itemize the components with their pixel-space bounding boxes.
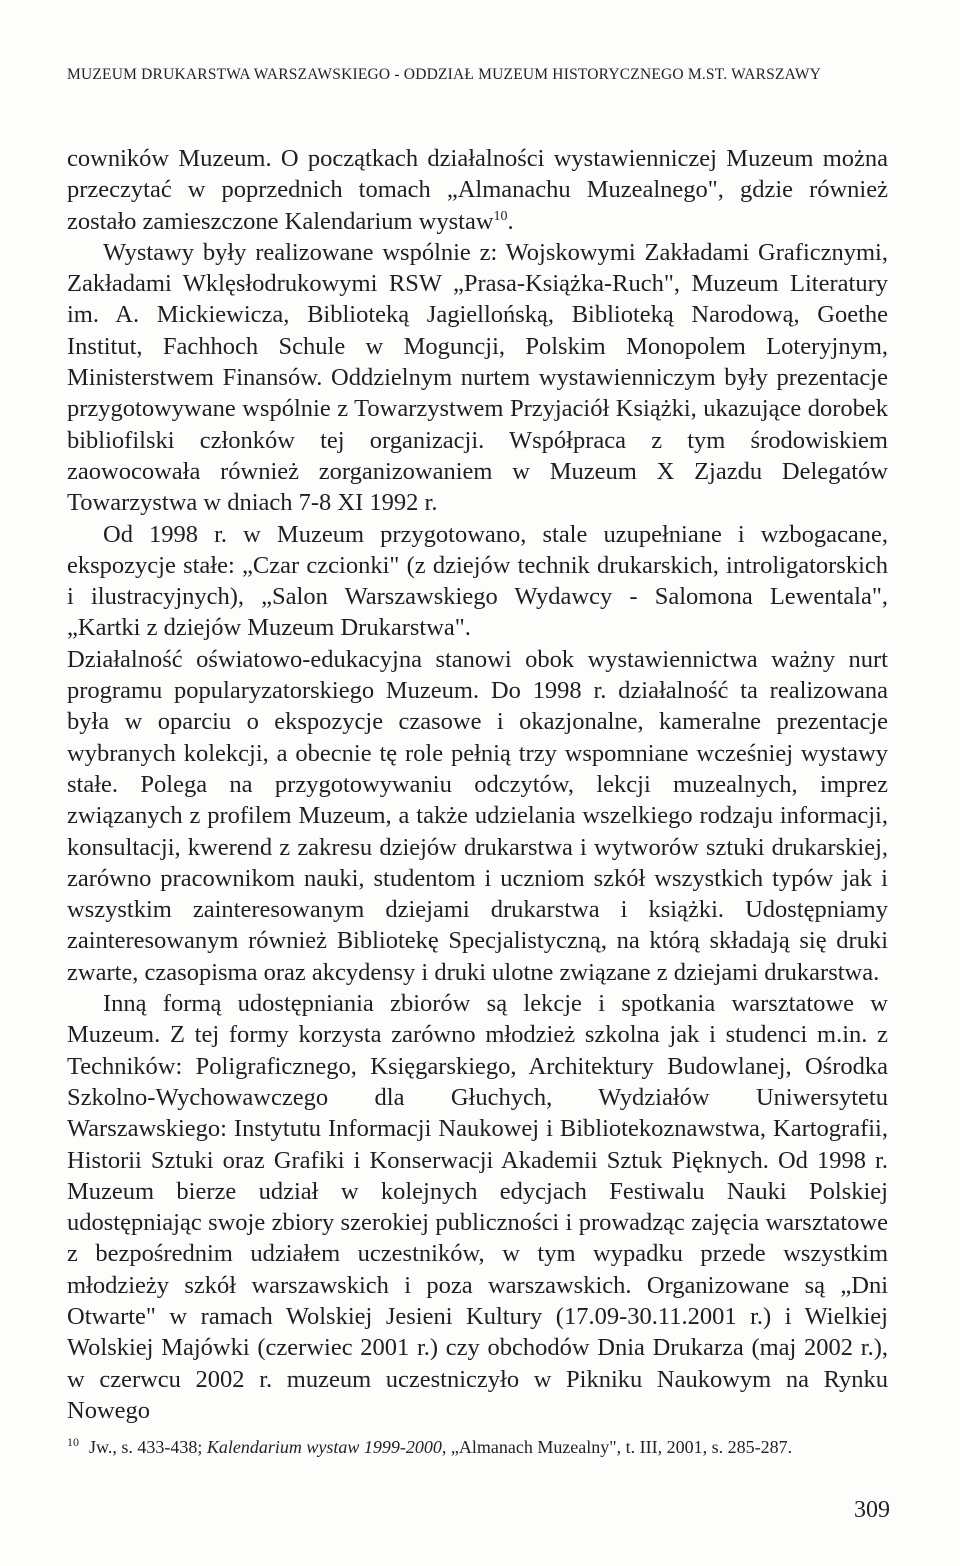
footnote-mark: 10	[67, 1435, 79, 1449]
running-head: MUZEUM DRUKARSTWA WARSZAWSKIEGO - ODDZIAŁ MUZEUM HISTORYCZNEGO M.ST. WARSZAWY	[67, 66, 822, 83]
paragraph-1	[67, 143, 888, 237]
body-text	[67, 143, 888, 1426]
paragraph-3: Od 1998 r. w Muzeum przygotowano, stale uzupełniane i wzbogacane, ekspozycje stałe: „Czar czcionki" (z dziejów technik drukarskich, introligatorskich i ilustracyjnych), „Salon Warszawskiego Wydawcy - Salomona Lewentala", „Kartki z dziejów Muzeum Drukarstwa".	[67, 520, 888, 642]
paragraph-5: Inną formą udostępniania zbiorów są lekcje i spotkania warsztatowe w Muzeum. Z tej formy korzysta zarówno młodzież szkolna jak i studenci m.in. z Techników: Poligraficznego, Księgarskiego, Architektury Budowlanej, Ośrodka Szkolno-Wychowawczego dla Głuchych, Wydziałów Uniwersytetu Warszawskiego: Instytutu Informacji Naukowej i Bibliotekoznawstwa, Kartografii, Historii Sztuki oraz Grafiki i Konserwacji Akademii Sztuk Pięknych. Od 1998 r. Muzeum bierze udział w kolejnych edycjach Festiwalu Nauki Polskiej udostępniając swoje zbiory szerokiej publiczności i prowadząc zajęcia warsztatowe z bezpośrednim udziałem uczestników, w tym wypadku przede wszystkim młodzieży szkół warszawskich i poza warszawskich. Organizowane są „Dni Otwarte" w ramach Wolskiej Jesieni Kultury (17.09-30.11.2001 r.) i Wielkiej Wolskiej Majówki (czerwiec 2001 r.) czy obchodów Dnia Drukarza (maj 2002 r.), w czerwcu 2002 r. muzeum uczestniczyło w Pikniku Naukowym na Rynku Nowego	[67, 990, 888, 1424]
footnote-title: Kalendarium wystaw 1999-2000	[206, 1437, 442, 1457]
paragraph-1-text: cowników Muzeum. O początkach działalności wystawienniczej Muzeum można przeczytać w poprzednich tomach „Almanachu Muzealnego", gdzie również zostało zamieszczone Kalendarium wystaw	[67, 145, 888, 235]
page-number: 309	[854, 1497, 890, 1523]
paragraph-2: Wystawy były realizowane wspólnie z: Wojskowymi Zakładami Graficznymi, Zakładami Wklęsłodrukowymi RSW „Prasa-Książka-Ruch", Muzeum Literatury im. A. Mickiewicza, Biblioteką Jagiellońską, Biblioteką Narodową, Goethe Institut, Fachhoch Schule w Moguncji, Polskim Monopolem Loteryjnym, Ministerstwem Finansów. Oddzielnym nurtem wystawienniczym były prezentacje przygotowywane wspólnie z Towarzystwem Przyjaciół Książki, ukazujące dorobek bibliofilski członków tej organizacji. Współpraca z tym środowiskiem zaowocowała również zorganizowaniem w Muzeum X Zjazdu Delegatów Towarzystwa w dniach 7-8 XI 1992 r.	[67, 238, 888, 517]
paragraph-4: Działalność oświatowo-edukacyjna stanowi obok wystawiennictwa ważny nurt programu popularyzatorskiego Muzeum. Do 1998 r. działalność ta realizowana była w oparciu o ekspozycje czasowe i okazjonalne, kameralne prezentacje wybranych kolekcji, a obecnie tę role pełnią trzy wspomniane wcześniej wystawy stałe. Polega na przygotowywaniu odczytów, lekcji muzealnych, imprez związanych z profilem Muzeum, a także udzielania wszelkiego rodzaju informacji, konsultacji, kwerend z zakresu dziejów drukarstwa i wytworów sztuki drukarskiej, zarówno pracownikom nauki, studentom i uczniom szkół wszystkich typów jak i wszystkim zainteresowanym dziejami drukarstwa i książki. Udostępniamy zainteresowanym również Bibliotekę Specjalistyczną, na którą składają się druki zwarte, czasopisma oraz akcydensy i druki ulotne związane z dziejami drukarstwa.	[67, 645, 888, 986]
footnote	[67, 1437, 897, 1458]
footnote-text-end: , „Almanach Muzealny", t. III, 2001, s. 285-287.	[441, 1437, 793, 1457]
footnote-reference: 10	[493, 208, 508, 224]
paragraph-1-end: .	[507, 207, 514, 235]
footnote-text-start: Jw., s. 433-438;	[89, 1437, 207, 1457]
